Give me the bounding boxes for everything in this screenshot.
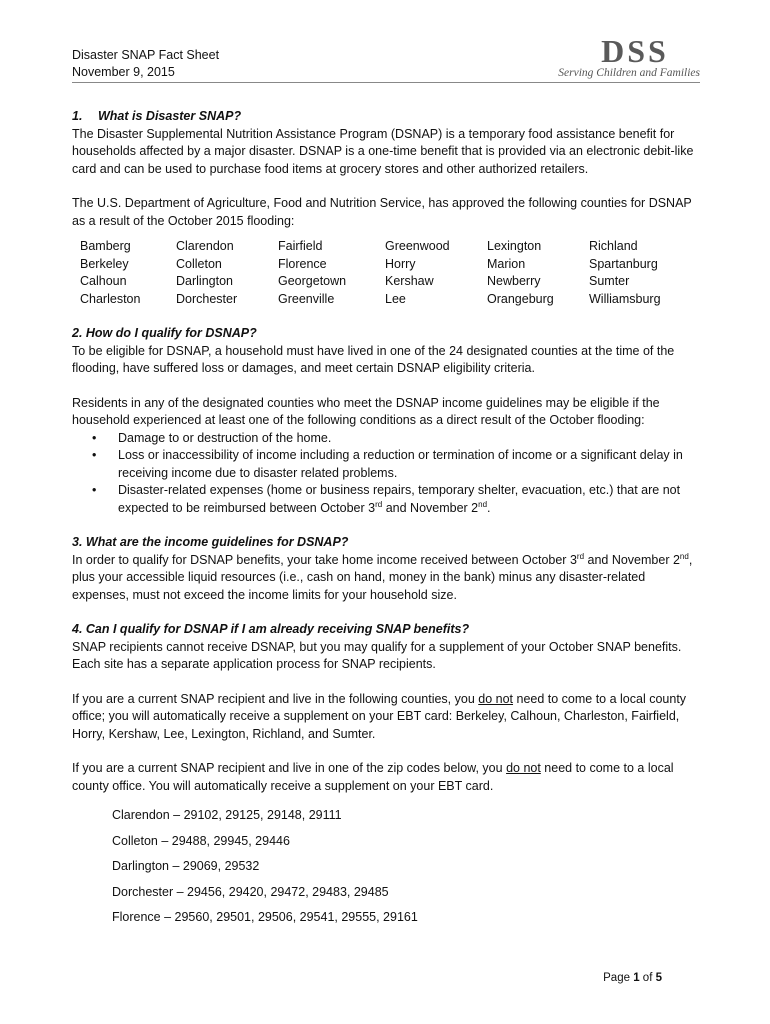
county-cell: Lexington [487, 239, 542, 253]
county-row [80, 238, 702, 256]
list-item: Darlington – 29069, 29532 [112, 859, 260, 873]
county-cell: Fairfield [278, 239, 323, 253]
county-cell: Darlington [176, 274, 233, 288]
county-cell: Lee [385, 291, 406, 306]
section-1-paragraph-1: The Disaster Supplemental Nutrition Assistance Program (DSNAP) is a temporary food assistance benefit for households affected by a major disaster. DSNAP is a one-time benefit that is provided via an electronic debit-like card and can be used to purchase food items at grocery stores and other authorized retailers. [72, 126, 694, 176]
section-1-heading [72, 108, 702, 126]
county-cell: Clarendon [176, 239, 234, 253]
county-row [80, 291, 702, 309]
logo-tagline: Serving Children and Families [558, 67, 700, 79]
condition-list [72, 430, 702, 518]
list-item: Dorchester – 29456, 29420, 29472, 29483, 29485 [112, 884, 389, 899]
county-cell: Dorchester [176, 291, 238, 306]
section-1-paragraph-2: The U.S. Department of Agriculture, Food and Nutrition Service, has approved the following counties for DSNAP as a result of the October 2015 flooding: [72, 196, 692, 228]
zip-code-list [112, 807, 702, 927]
county-cell: Marion [487, 256, 526, 271]
section-3-heading: 3. What are the income guidelines for DSNAP? [72, 535, 349, 549]
section-2-paragraph-2: Residents in any of the designated counties who meet the DSNAP income guidelines may be eligible if the household experienced at least one of the following conditions as a direct result of the October flooding: [72, 395, 660, 427]
county-cell: Colleton [176, 256, 222, 271]
page-header [72, 33, 700, 85]
section-2-paragraph-1: To be eligible for DSNAP, a household must have lived in one of the 24 designated counties at the time of the flooding, have suffered loss or damages, and meet certain DSNAP eligibility criteria. [72, 343, 675, 375]
dss-logo [550, 35, 700, 79]
section-1-title: What is Disaster SNAP? [98, 109, 242, 123]
county-cell: Orangeburg [487, 291, 554, 306]
list-item: • Disaster-related expenses (home or business repairs, temporary shelter, evacuation, etc.) that are not expected to be reimbursed between October 3rd and November 2nd. [118, 482, 702, 517]
document-date: November 9, 2015 [72, 65, 175, 79]
county-cell: Horry [385, 256, 416, 271]
document-title: Disaster SNAP Fact Sheet [72, 48, 220, 62]
county-cell: Berkeley [80, 256, 129, 271]
county-table [80, 238, 702, 308]
section-4-paragraph-2: If you are a current SNAP recipient and live in the following counties, you do not need to come to a local county office; you will automatically receive a supplement on your EBT card: Berkeley, Calhoun, Charleston, Fairfield, Horry, Kershaw, Lee, Lexington, Richland, and Sumter. [72, 691, 687, 741]
list-item: Colleton – 29488, 29945, 29446 [112, 833, 290, 848]
county-cell: Richland [589, 239, 638, 253]
document-body [72, 108, 702, 935]
section-4-heading: 4. Can I qualify for DSNAP if I am already receiving SNAP benefits? [72, 622, 470, 636]
county-row [80, 273, 702, 291]
county-cell: Newberry [487, 274, 541, 288]
county-cell: Spartanburg [589, 256, 658, 271]
list-item: • Damage to or destruction of the home. [118, 430, 702, 448]
section-2-heading: 2. How do I qualify for DSNAP? [72, 326, 257, 340]
section-1-number: 1. [72, 109, 83, 123]
county-row [80, 256, 702, 274]
county-cell: Greenwood [385, 239, 450, 253]
county-cell: Charleston [80, 291, 141, 306]
section-3-paragraph: In order to qualify for DSNAP benefits, your take home income received between October 3rd and November 2nd, plus your accessible liquid resources (i.e., cash on hand, money in the bank) minus any disaster-related expenses, must not exceed the income limits for your household size. [72, 551, 693, 602]
county-cell: Bamberg [80, 239, 131, 253]
section-4-paragraph-3: If you are a current SNAP recipient and live in one of the zip codes below, you do not need to come to a local county office. You will automatically receive a supplement on your EBT card. [72, 761, 674, 793]
header-rule [72, 82, 700, 83]
list-item: • Loss or inaccessibility of income including a reduction or termination of income or a significant delay in receiving income due to disaster related problems. [118, 447, 702, 482]
county-cell: Greenville [278, 291, 335, 306]
county-cell: Georgetown [278, 274, 347, 288]
logo-mark: DSS [601, 33, 669, 69]
list-item: Florence – 29560, 29501, 29506, 29541, 29555, 29161 [112, 910, 418, 924]
county-cell: Williamsburg [589, 291, 661, 306]
county-cell: Florence [278, 256, 327, 271]
county-cell: Calhoun [80, 274, 127, 288]
list-item: Clarendon – 29102, 29125, 29148, 29111 [112, 808, 342, 822]
section-4-paragraph-1: SNAP recipients cannot receive DSNAP, but you may qualify for a supplement of your October SNAP benefits. Each site has a separate application process for SNAP recipients. [72, 639, 682, 671]
header-text [72, 47, 219, 81]
county-cell: Sumter [589, 274, 630, 288]
page-number: Page 1 of 5 [603, 972, 662, 984]
county-cell: Kershaw [385, 274, 434, 288]
